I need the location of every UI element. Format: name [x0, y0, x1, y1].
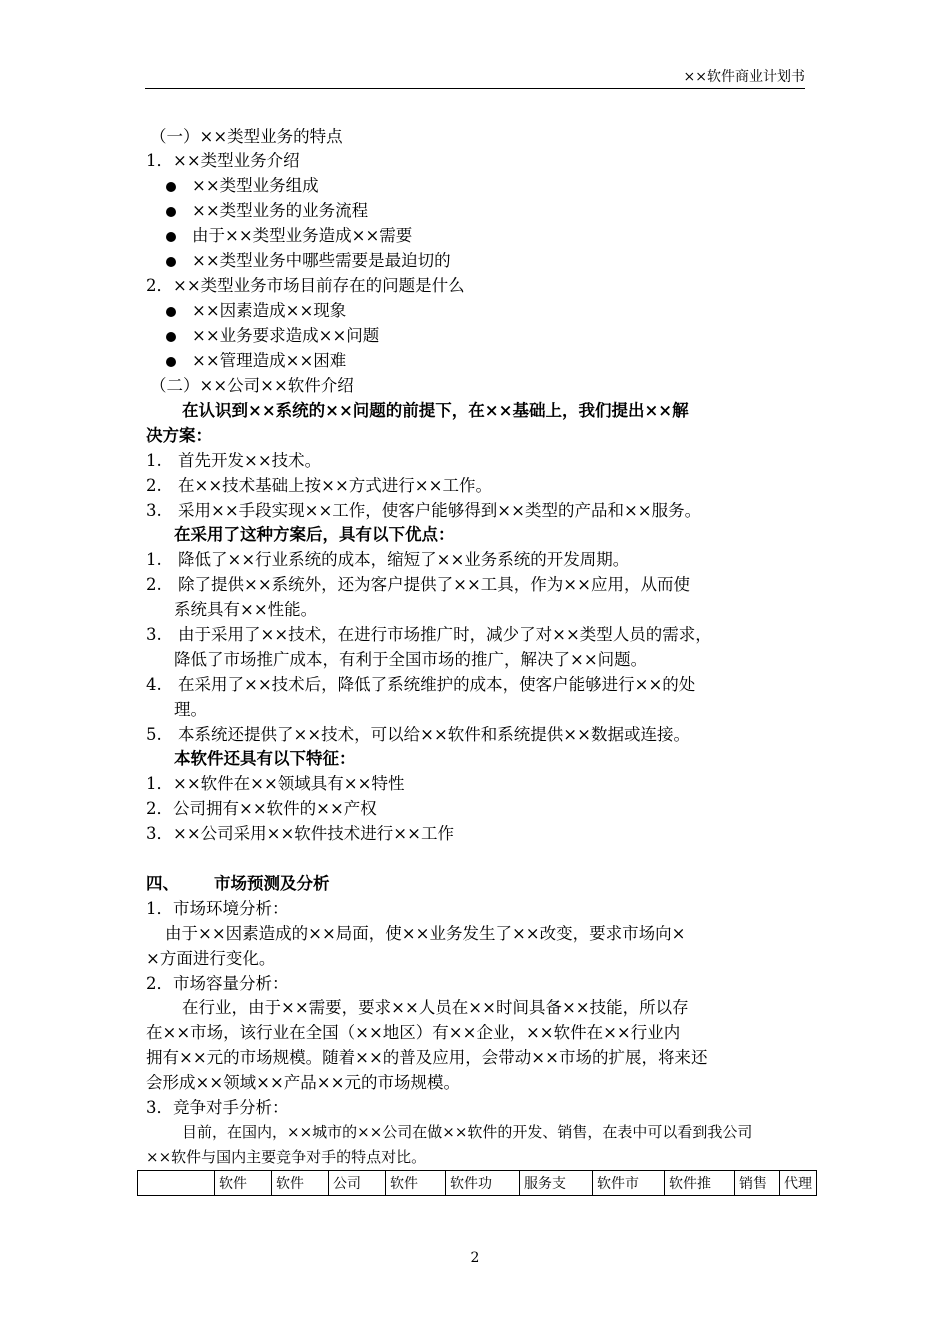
advantage-number: 2.: [146, 575, 162, 594]
step-text: 首先开发××技术。: [178, 451, 322, 470]
bullet-item: ××因素造成××现象: [192, 301, 347, 320]
advantage-text-cont: 系统具有××性能。: [174, 600, 318, 619]
table-header-row: [138, 1171, 817, 1196]
advantage-text: 降低了××行业系统的成本，缩短了××业务系统的开发周期。: [178, 550, 630, 569]
table-header-cell: 软件: [386, 1171, 446, 1196]
feature-item: 2．公司拥有××软件的××产权: [146, 799, 377, 818]
step-number: 1.: [146, 451, 162, 470]
table-header-cell: 公司: [329, 1171, 386, 1196]
advantage-number: 5.: [146, 725, 162, 744]
advantage-text-cont: 理。: [174, 700, 207, 719]
section-two-heading: （二）××公司××软件介绍: [150, 376, 354, 395]
competitor-text-cont: ××软件与国内主要竞争对手的特点对比。: [146, 1148, 427, 1166]
table-header-cell: 软件功: [446, 1171, 520, 1196]
section-one-heading: （一）××类型业务的特点: [150, 127, 343, 146]
header-title: ××软件商业计划书: [683, 69, 805, 85]
table-header-cell: [138, 1171, 215, 1196]
market-capacity-text-cont: 在××市场，该行业在全国（××地区）有××企业，××软件在××行业内: [146, 1023, 681, 1042]
bullet-item: ××类型业务中哪些需要是最迫切的: [192, 251, 451, 270]
table-header-cell: 软件市: [593, 1171, 665, 1196]
section-one-item-2: 2．××类型业务市场目前存在的问题是什么: [146, 276, 465, 295]
advantage-text-cont: 降低了市场推广成本，有利于全国市场的推广，解决了××问题。: [174, 650, 648, 669]
step-number: 3.: [146, 501, 162, 520]
table-header-cell: 销售: [735, 1171, 780, 1196]
table-header-cell: 软件: [272, 1171, 329, 1196]
market-capacity-text: 在行业，由于××需要，要求××人员在××时间具备××技能，所以存: [182, 998, 689, 1017]
advantage-number: 4.: [146, 675, 162, 694]
section-two-intro: 在认识到××系统的××问题的前提下，在××基础上，我们提出××解: [182, 401, 689, 420]
feature-item: 3．××公司采用××软件技术进行××工作: [146, 824, 454, 843]
step-text: 采用××手段实现××工作，使客户能够得到××类型的产品和××服务。: [178, 501, 702, 520]
advantage-text: 除了提供××系统外，还为客户提供了××工具，作为××应用，从而使: [178, 575, 690, 594]
features-heading: 本软件还具有以下特征：: [174, 749, 356, 768]
bullet-dot: [166, 232, 176, 242]
advantage-number: 1.: [146, 550, 162, 569]
market-env-text: 由于××因素造成的××局面，使××业务发生了××改变，要求市场向×: [165, 924, 686, 943]
table-header-cell: 代理: [780, 1171, 817, 1196]
competitor-comparison-table: [137, 1170, 817, 1196]
market-capacity-label: 2．市场容量分析：: [146, 974, 289, 993]
market-capacity-text-cont: 拥有××元的市场规模。随着××的普及应用，会带动××市场的扩展，将来还: [146, 1048, 708, 1067]
table-header-cell: 软件推: [665, 1171, 735, 1196]
section-four-title: 市场预测及分析: [214, 874, 330, 893]
bullet-dot: [166, 257, 176, 267]
bullet-dot: [166, 307, 176, 317]
bullet-item: ××类型业务组成: [192, 176, 319, 195]
advantage-text: 本系统还提供了××技术，可以给××软件和系统提供××数据或连接。: [178, 725, 690, 744]
bullet-dot: [166, 182, 176, 192]
bullet-dot: [166, 332, 176, 342]
step-number: 2.: [146, 476, 162, 495]
market-env-label: 1．市场环境分析：: [146, 899, 289, 918]
section-four-number: 四、: [146, 874, 179, 893]
section-two-intro-cont: 决方案：: [146, 426, 212, 445]
advantage-text: 由于采用了××技术，在进行市场推广时，减少了对××类型人员的需求，: [178, 625, 712, 644]
bullet-item: 由于××类型业务造成××需要: [192, 226, 413, 245]
advantage-text: 在采用了××技术后，降低了系统维护的成本，使客户能够进行××的处: [178, 675, 696, 694]
competitor-text: 目前，在国内，××城市的××公司在做××软件的开发、销售，在表中可以看到我公司: [182, 1123, 753, 1141]
market-capacity-text-cont: 会形成××领域××产品××元的市场规模。: [146, 1073, 460, 1092]
bullet-dot: [166, 207, 176, 217]
page-number: 2: [470, 1250, 480, 1266]
step-text: 在××技术基础上按××方式进行××工作。: [178, 476, 492, 495]
bullet-item: ××业务要求造成××问题: [192, 326, 380, 345]
advantage-number: 3.: [146, 625, 162, 644]
advantages-heading: 在采用了这种方案后，具有以下优点：: [174, 525, 455, 544]
feature-item: 1．××软件在××领域具有××特性: [146, 774, 405, 793]
bullet-item: ××管理造成××困难: [192, 351, 347, 370]
market-env-text-cont: ×方面进行变化。: [146, 949, 276, 968]
page-header: [145, 60, 805, 89]
competitor-label: 3．竞争对手分析：: [146, 1098, 289, 1117]
section-one-item-1: 1．××类型业务介绍: [146, 151, 300, 170]
table-header-cell: 软件: [215, 1171, 272, 1196]
bullet-dot: [166, 357, 176, 367]
table-header-cell: 服务支: [520, 1171, 593, 1196]
bullet-item: ××类型业务的业务流程: [192, 201, 369, 220]
